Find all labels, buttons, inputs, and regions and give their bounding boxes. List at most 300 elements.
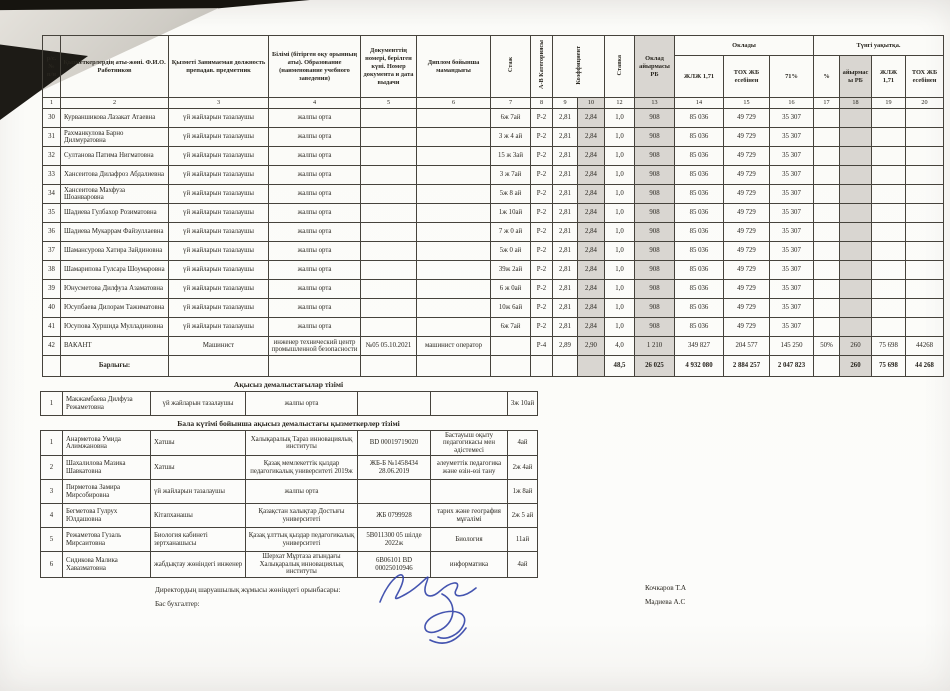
cell-name: Шахалилова Мазика Шавкатовна (63, 456, 151, 480)
cell-k2: 2,84 (578, 204, 605, 223)
cell-specialty (417, 147, 491, 166)
cell-staj: 11ай (508, 528, 538, 552)
cell-pct (814, 261, 840, 280)
cell-oklad-rb: 908 (635, 261, 675, 280)
cell-toh: 49 729 (724, 223, 770, 242)
cell-toh: 49 729 (724, 242, 770, 261)
cell-jlj2 (872, 128, 906, 147)
cell-71: 35 307 (770, 223, 814, 242)
cell-num: 3 (41, 480, 63, 504)
cell-71: 35 307 (770, 261, 814, 280)
cell-staj: 3 ж 7ай (491, 166, 531, 185)
cell-num: 1 (41, 392, 63, 416)
col-header-toh: ТОХ ЖБ есебінен (724, 56, 770, 98)
cell-oklad-rb: 908 (635, 185, 675, 204)
cell-jlj2 (872, 280, 906, 299)
cell-toh2 (906, 185, 944, 204)
table-row (41, 392, 538, 416)
cell-document: ЖБ 0799928 (358, 504, 431, 528)
cell-k1: 2,89 (553, 337, 578, 356)
cell-pct (814, 242, 840, 261)
chief-accountant-label: Бас бухгалтер: (155, 600, 200, 608)
staj-vertical-label: Стаж (506, 57, 514, 73)
category-vertical-label: А-В Категориясы (537, 40, 545, 90)
cell-pct (814, 128, 840, 147)
cell-71: 35 307 (770, 109, 814, 128)
cell-k2: 2,84 (578, 128, 605, 147)
cell-position: үй жайларын тазалаушы (169, 299, 269, 318)
cell-jlj2 (872, 166, 906, 185)
cell-specialty (417, 280, 491, 299)
cell-toh2 (906, 223, 944, 242)
table-row (41, 431, 538, 456)
cell-education: Қазақстан халықтар Достығы университеті (246, 504, 358, 528)
cell-pct (814, 223, 840, 242)
cell-document (361, 109, 417, 128)
cell-document (361, 299, 417, 318)
cell-education: Қазақ ұлттық қыздар педагогикалық университеті (246, 528, 358, 552)
cell-document (361, 261, 417, 280)
cell-specialty (431, 480, 508, 504)
cell-num: 36 (43, 223, 61, 242)
total-stavka: 48,5 (605, 356, 635, 377)
cell-education: жалпы орта (246, 480, 358, 504)
cell-oklad-rb: 908 (635, 223, 675, 242)
cell-num: 33 (43, 166, 61, 185)
cell-stavka: 1,0 (605, 280, 635, 299)
cell-position: үй жайларын тазалаушы (169, 280, 269, 299)
cell-jlj: 85 036 (675, 128, 724, 147)
table-row (41, 504, 538, 528)
cell-71: 35 307 (770, 204, 814, 223)
cell-document (361, 204, 417, 223)
table-row (43, 318, 944, 337)
cell-71: 35 307 (770, 299, 814, 318)
cell-education: жалпы орта (269, 299, 361, 318)
cell-oklad-rb: 908 (635, 109, 675, 128)
col-header-coefficient (553, 36, 605, 98)
cell-specialty: машинист оператор (417, 337, 491, 356)
cell-position: үй жайларын тазалаушы (169, 128, 269, 147)
cell-category: Р-2 (531, 147, 553, 166)
cell-toh: 49 729 (724, 261, 770, 280)
table-row (43, 223, 944, 242)
cell-name: Сидикова Малика Хавазматовна (63, 552, 151, 577)
cell-specialty (417, 299, 491, 318)
cell-staj (491, 337, 531, 356)
cell-document: №05 05.10.2021 (361, 337, 417, 356)
unpaid-leave-title: Ақысыз демалыстағылар тізімі (233, 380, 344, 389)
cell-ayirma (840, 204, 872, 223)
cell-name: Хансеитова Махфуза Шоанваровна (61, 185, 169, 204)
cell-document: BD 00019719020 (358, 431, 431, 456)
cell-name: Юсупова Хуршида Мулладиновна (61, 318, 169, 337)
cell-specialty: Бастауыш оқыту педагогикасы мен әдістемесі (431, 431, 508, 456)
cell-k2: 2,84 (578, 223, 605, 242)
cell-name: Шадиева Гулбахор Розиматовна (61, 204, 169, 223)
table-row (41, 480, 538, 504)
cell-position: Машинист (169, 337, 269, 356)
cell-jlj: 85 036 (675, 147, 724, 166)
cell-position: үй жайларын тазалаушы (169, 147, 269, 166)
cell-name: Юсупбаева Дилорам Тажиматовна (61, 299, 169, 318)
cell-category: Р-2 (531, 223, 553, 242)
cell-oklad-rb: 908 (635, 204, 675, 223)
cell-document: 5В011300 05 шілде 2022ж (358, 528, 431, 552)
cell-name: Курваншикова Лазакат Атаевна (61, 109, 169, 128)
cell-name: Пирметова Замира Мирсобировна (63, 480, 151, 504)
cell-k1: 2,81 (553, 166, 578, 185)
total-label: Барлығы: (61, 356, 169, 377)
cell-jlj: 85 036 (675, 242, 724, 261)
cell-stavka: 4,0 (605, 337, 635, 356)
cell-staj: 4ай (508, 431, 538, 456)
cell-stavka: 1,0 (605, 204, 635, 223)
cell-staj: 3 ж 4 ай (491, 128, 531, 147)
cell-toh2 (906, 166, 944, 185)
cell-stavka: 1,0 (605, 261, 635, 280)
cell-document (361, 280, 417, 299)
cell-jlj2 (872, 299, 906, 318)
cell-position: үй жайларын тазалаушы (169, 166, 269, 185)
cell-k1: 2,81 (553, 147, 578, 166)
cell-k2: 2,84 (578, 280, 605, 299)
cell-k1: 2,81 (553, 261, 578, 280)
cell-oklad-rb: 908 (635, 318, 675, 337)
cell-category: Р-2 (531, 242, 553, 261)
cell-toh2 (906, 147, 944, 166)
cell-num: 40 (43, 299, 61, 318)
cell-name: Султанова Патима Нигматовна (61, 147, 169, 166)
cell-specialty (431, 392, 508, 416)
cell-k2: 2,84 (578, 109, 605, 128)
cell-position: Биология кабинеті зертханашысы (151, 528, 246, 552)
childcare-leave-title: Бала күтімі бойынша ақысыз демалыстағы қызметкерлер тізімі (177, 419, 400, 428)
cell-ayirma (840, 261, 872, 280)
col-header-jlj: ЖЛЖ 1,71 (675, 56, 724, 98)
group-header-night: Түнгі уақытқа. (814, 36, 944, 56)
cell-71: 35 307 (770, 185, 814, 204)
col-header-category (531, 36, 553, 98)
cell-staj: 6 ж 0ай (491, 280, 531, 299)
cell-jlj2 (872, 318, 906, 337)
cell-position: үй жайларын тазалаушы (151, 392, 246, 416)
cell-k1: 2,81 (553, 204, 578, 223)
cell-education: жалпы орта (269, 185, 361, 204)
cell-staj: 7 ж 0 ай (491, 223, 531, 242)
table-row (43, 337, 944, 356)
cell-staj: 1ж 10ай (491, 204, 531, 223)
cell-ayirma (840, 109, 872, 128)
cell-num: 37 (43, 242, 61, 261)
cell-position: үй жайларын тазалаушы (151, 480, 246, 504)
cell-pct: 50% (814, 337, 840, 356)
deputy-director-label: Директордың шаруашылық жұмысы жөніндегі орынбасары: (155, 586, 341, 594)
cell-k2: 2,84 (578, 185, 605, 204)
cell-document (361, 185, 417, 204)
cell-name: Шадиева Мукаррам Файзуллаевна (61, 223, 169, 242)
cell-specialty (417, 318, 491, 337)
col-header-education: Білімі (бітірген оқу орынның аты). Образование (наименование учебного заведения) (269, 36, 361, 98)
cell-ayirma (840, 147, 872, 166)
table-row (43, 261, 944, 280)
cell-name: ВАКАНТ (61, 337, 169, 356)
cell-k2: 2,84 (578, 318, 605, 337)
cell-category: Р-2 (531, 185, 553, 204)
cell-toh: 204 577 (724, 337, 770, 356)
cell-specialty (417, 261, 491, 280)
cell-position: жабдықтау жөніндегі инженер (151, 552, 246, 577)
signature-name-1: Кочкаров Т.А (645, 584, 687, 592)
cell-education: жалпы орта (246, 392, 358, 416)
cell-ayirma (840, 242, 872, 261)
cell-pct (814, 280, 840, 299)
cell-document (361, 318, 417, 337)
cell-name: Хансеитова Дилафроз Абдалиевна (61, 166, 169, 185)
cell-staj: 1ж 8ай (508, 480, 538, 504)
cell-specialty (417, 242, 491, 261)
cell-toh2: 44268 (906, 337, 944, 356)
cell-education: Қазақ мемлекеттік қыздар педагогикалық университеті 2019ж (246, 456, 358, 480)
cell-education: жалпы орта (269, 109, 361, 128)
cell-education: жалпы орта (269, 204, 361, 223)
cell-education: жалпы орта (269, 166, 361, 185)
table-row (43, 242, 944, 261)
cell-jlj2: 75 698 (872, 337, 906, 356)
cell-position: Хатшы (151, 431, 246, 456)
cell-toh: 49 729 (724, 299, 770, 318)
cell-k2: 2,84 (578, 147, 605, 166)
col-header-staj (491, 36, 531, 98)
cell-name: Рахманкулова Барно Дилмуратовна (61, 128, 169, 147)
staff-table-header (43, 36, 944, 109)
cell-jlj: 85 036 (675, 204, 724, 223)
cell-category: Р-4 (531, 337, 553, 356)
cell-k2: 2,84 (578, 261, 605, 280)
cell-position: үй жайларын тазалаушы (169, 223, 269, 242)
cell-toh2 (906, 261, 944, 280)
cell-category: Р-2 (531, 109, 553, 128)
cell-stavka: 1,0 (605, 223, 635, 242)
cell-jlj: 85 036 (675, 299, 724, 318)
childcare-leave-table-body (41, 431, 538, 578)
cell-document: 6В06101 BD 00025010946 (358, 552, 431, 577)
cell-education: Халықаралық Тараз инновациялық институты (246, 431, 358, 456)
col-header-pct: % (814, 56, 840, 98)
cell-category: Р-2 (531, 280, 553, 299)
table-row (41, 456, 538, 480)
col-header-specialty: Диплом бойынша мамандығы (417, 36, 491, 98)
cell-staj: 5ж 0 ай (491, 242, 531, 261)
cell-staj: 5ж 8 ай (491, 185, 531, 204)
cell-toh: 49 729 (724, 318, 770, 337)
cell-jlj2 (872, 204, 906, 223)
cell-staj: 15 ж 3ай (491, 147, 531, 166)
cell-ayirma (840, 185, 872, 204)
table-row (43, 166, 944, 185)
childcare-leave-table (40, 430, 538, 578)
cell-oklad-rb: 908 (635, 280, 675, 299)
cell-toh2 (906, 242, 944, 261)
total-jlj2: 75 698 (872, 356, 906, 377)
cell-k1: 2,81 (553, 128, 578, 147)
cell-num: 34 (43, 185, 61, 204)
cell-ayirma (840, 299, 872, 318)
signature-name-2: Мадиева А.С (645, 598, 686, 606)
cell-education: жалпы орта (269, 261, 361, 280)
cell-num: 5 (41, 528, 63, 552)
cell-num: 32 (43, 147, 61, 166)
cell-pct (814, 318, 840, 337)
cell-staj: 4ай (508, 552, 538, 577)
cell-k1: 2,81 (553, 109, 578, 128)
cell-name: Анарметова Умида Алимжановна (63, 431, 151, 456)
cell-71: 35 307 (770, 128, 814, 147)
unpaid-leave-table-body (41, 392, 538, 416)
cell-specialty: информатика (431, 552, 508, 577)
cell-jlj2 (872, 109, 906, 128)
cell-pct (814, 204, 840, 223)
cell-specialty (417, 128, 491, 147)
cell-toh: 49 729 (724, 204, 770, 223)
unpaid-leave-table (40, 391, 538, 416)
cell-category: Р-2 (531, 204, 553, 223)
cell-ayirma (840, 128, 872, 147)
table-row (43, 128, 944, 147)
col-header-71: 71% (770, 56, 814, 98)
cell-specialty (417, 109, 491, 128)
table-row (43, 109, 944, 128)
cell-num: 2 (41, 456, 63, 480)
table-row (43, 299, 944, 318)
cell-staj: 2ж 4ай (508, 456, 538, 480)
cell-name: Бегметова Гулрух Юлдашовна (63, 504, 151, 528)
cell-specialty (417, 223, 491, 242)
cell-staj: 10ж 6ай (491, 299, 531, 318)
cell-oklad-rb: 908 (635, 299, 675, 318)
cell-toh2 (906, 128, 944, 147)
cell-document (361, 166, 417, 185)
cell-toh2 (906, 204, 944, 223)
cell-position: Кітапханашы (151, 504, 246, 528)
cell-document (361, 242, 417, 261)
cell-education: жалпы орта (269, 280, 361, 299)
cell-71: 35 307 (770, 318, 814, 337)
cell-category: Р-2 (531, 166, 553, 185)
cell-toh: 49 729 (724, 185, 770, 204)
cell-document (358, 392, 431, 416)
cell-toh2 (906, 280, 944, 299)
cell-jlj2 (872, 185, 906, 204)
cell-jlj: 85 036 (675, 261, 724, 280)
cell-staj: 2ж 5 ай (508, 504, 538, 528)
col-header-toh2: ТОХ ЖБ есебінен (906, 56, 944, 98)
cell-staj: 6ж 7ай (491, 318, 531, 337)
cell-k1: 2,81 (553, 223, 578, 242)
cell-document (361, 128, 417, 147)
cell-staj: 6ж 7ай (491, 109, 531, 128)
cell-jlj: 85 036 (675, 166, 724, 185)
cell-71: 35 307 (770, 166, 814, 185)
cell-pct (814, 109, 840, 128)
cell-ayirma (840, 223, 872, 242)
cell-name: Режаметова Гузаль Мирсаитовна (63, 528, 151, 552)
cell-stavka: 1,0 (605, 185, 635, 204)
cell-specialty: Биология (431, 528, 508, 552)
cell-stavka: 1,0 (605, 242, 635, 261)
cell-71: 35 307 (770, 280, 814, 299)
cell-stavka: 1,0 (605, 147, 635, 166)
cell-jlj2 (872, 147, 906, 166)
table-row (43, 147, 944, 166)
table-row (43, 280, 944, 299)
cell-k2: 2,84 (578, 299, 605, 318)
cell-position: үй жайларын тазалаушы (169, 204, 269, 223)
cell-num: 4 (41, 504, 63, 528)
cell-education: жалпы орта (269, 242, 361, 261)
cell-category: Р-2 (531, 261, 553, 280)
cell-education: Шерхат Мұртаза атындағы Халықаралық инновациялық институты (246, 552, 358, 577)
total-oklad-rb: 26 025 (635, 356, 675, 377)
cell-num: 30 (43, 109, 61, 128)
cell-staj: 39ж 2ай (491, 261, 531, 280)
cell-ayirma (840, 280, 872, 299)
cell-document (358, 480, 431, 504)
cell-jlj2 (872, 223, 906, 242)
cell-jlj2 (872, 242, 906, 261)
cell-category: Р-2 (531, 299, 553, 318)
cell-stavka: 1,0 (605, 166, 635, 185)
cell-position: үй жайларын тазалаушы (169, 242, 269, 261)
total-71: 2 047 823 (770, 356, 814, 377)
stavka-vertical-label: Ставка (615, 54, 623, 76)
cell-num: 35 (43, 204, 61, 223)
col-header-oklad-rb: Оклад айырмасы РБ (635, 36, 675, 98)
cell-num: 1 (41, 431, 63, 456)
cell-k2: 2,84 (578, 242, 605, 261)
cell-num: 41 (43, 318, 61, 337)
cell-k1: 2,81 (553, 185, 578, 204)
staff-table-body (43, 109, 944, 356)
cell-71: 145 250 (770, 337, 814, 356)
cell-jlj: 85 036 (675, 318, 724, 337)
cell-stavka: 1,0 (605, 128, 635, 147)
cell-jlj: 85 036 (675, 109, 724, 128)
table-row (41, 528, 538, 552)
cell-num: 6 (41, 552, 63, 577)
cell-toh: 49 729 (724, 147, 770, 166)
cell-pct (814, 299, 840, 318)
column-number-row: 1 2 3 4 5 6 7 8 9 10 12 13 14 15 16 17 18 19 20 (43, 98, 944, 109)
cell-k1: 2,81 (553, 280, 578, 299)
cell-stavka: 1,0 (605, 318, 635, 337)
col-header-num: р/с.№ п/н (43, 36, 61, 98)
col-header-document: Документтің номері, берілген күні. Номер документа и дата выдачи (361, 36, 417, 98)
cell-stavka: 1,0 (605, 299, 635, 318)
cell-pct (814, 147, 840, 166)
cell-specialty: әлеуметтік педагогика және өзін-өзі тану (431, 456, 508, 480)
total-jlj: 4 932 080 (675, 356, 724, 377)
cell-k2: 2,84 (578, 166, 605, 185)
cell-pct (814, 166, 840, 185)
cell-k2: 2,90 (578, 337, 605, 356)
cell-education: жалпы орта (269, 147, 361, 166)
cell-jlj: 85 036 (675, 280, 724, 299)
cell-toh: 49 729 (724, 128, 770, 147)
cell-education: жалпы орта (269, 318, 361, 337)
col-header-jlj2: ЖЛЖ 1,71 (872, 56, 906, 98)
cell-category: Р-2 (531, 318, 553, 337)
